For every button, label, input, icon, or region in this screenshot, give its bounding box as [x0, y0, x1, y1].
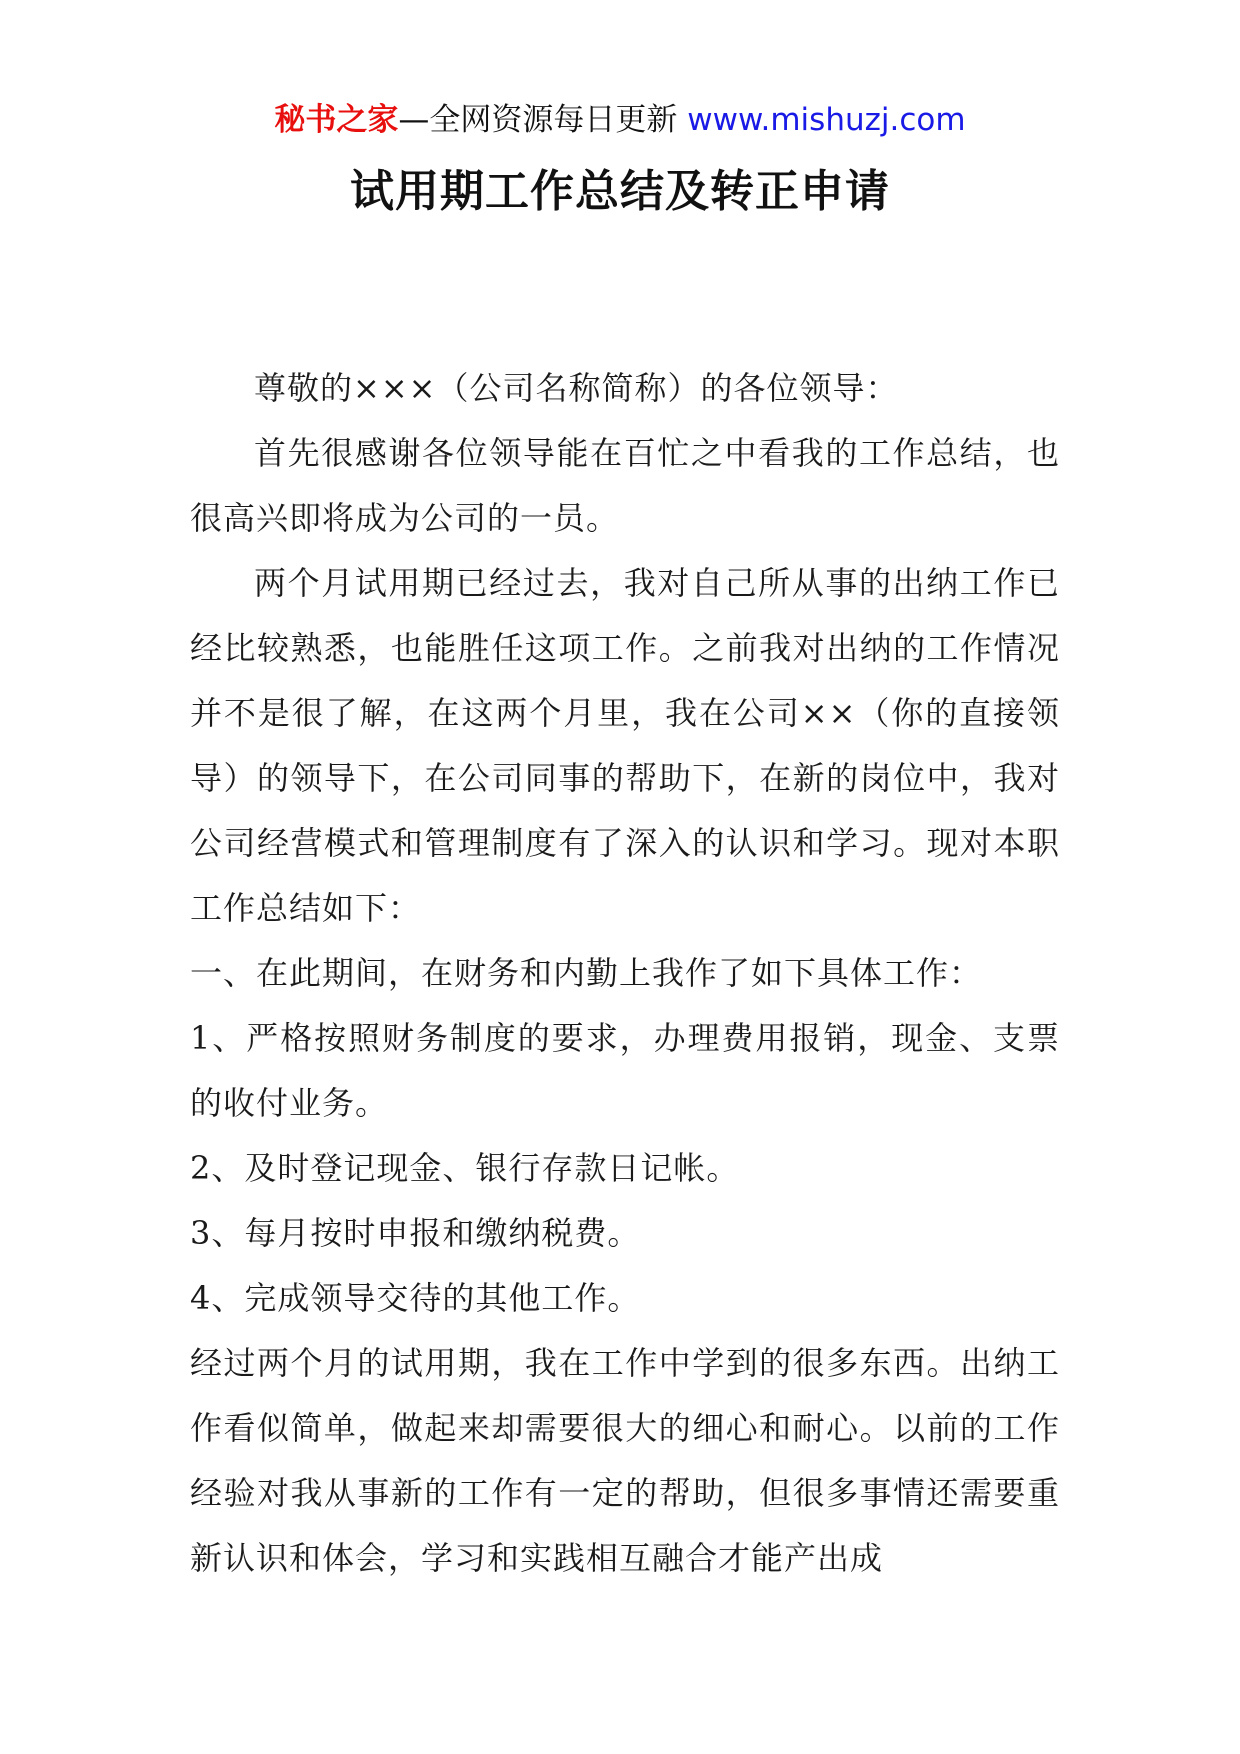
document-title: 试用期工作总结及转正申请: [350, 166, 890, 217]
document-body: [190, 356, 1060, 1591]
list-item: 1、严格按照财务制度的要求，办理费用报销，现金、支票的收付业务。: [190, 1019, 1060, 1122]
body-paragraph: 两个月试用期已经过去，我对自己所从事的出纳工作已经比较熟悉，也能胜任这项工作。之前我对出纳的工作情况并不是很了解，在这两个月里，我在公司××（你的直接领导）的领导下，在公司同事的帮助下，在新的岗位中，我对公司经营模式和管理制度有了深入的认识和学习。现对本职工作总结如下：: [190, 564, 1060, 927]
list-item: 3、每月按时申报和缴纳税费。: [190, 1214, 641, 1252]
salutation: 尊敬的×××（公司名称简称）的各位领导：: [254, 369, 899, 407]
section-heading: 一、在此期间，在财务和内勤上我作了如下具体工作：: [190, 954, 983, 992]
site-header: [0, 100, 1240, 140]
brand-name: 秘书之家: [274, 102, 399, 138]
list-item: 2、及时登记现金、银行存款日记帐。: [190, 1149, 740, 1187]
body-paragraph: 首先很感谢各位领导能在百忙之中看我的工作总结，也很高兴即将成为公司的一员。: [190, 434, 1060, 537]
site-url-link[interactable]: www.mishuzj.com: [687, 102, 966, 138]
header-tagline: —全网资源每日更新: [398, 102, 678, 138]
list-item: 4、完成领导交待的其他工作。: [190, 1279, 641, 1317]
body-paragraph: 经过两个月的试用期，我在工作中学到的很多东西。出纳工作看似简单，做起来却需要很大的细心和耐心。以前的工作经验对我从事新的工作有一定的帮助，但很多事情还需要重新认识和体会，学习和实践相互融合才能产出成: [190, 1344, 1060, 1577]
